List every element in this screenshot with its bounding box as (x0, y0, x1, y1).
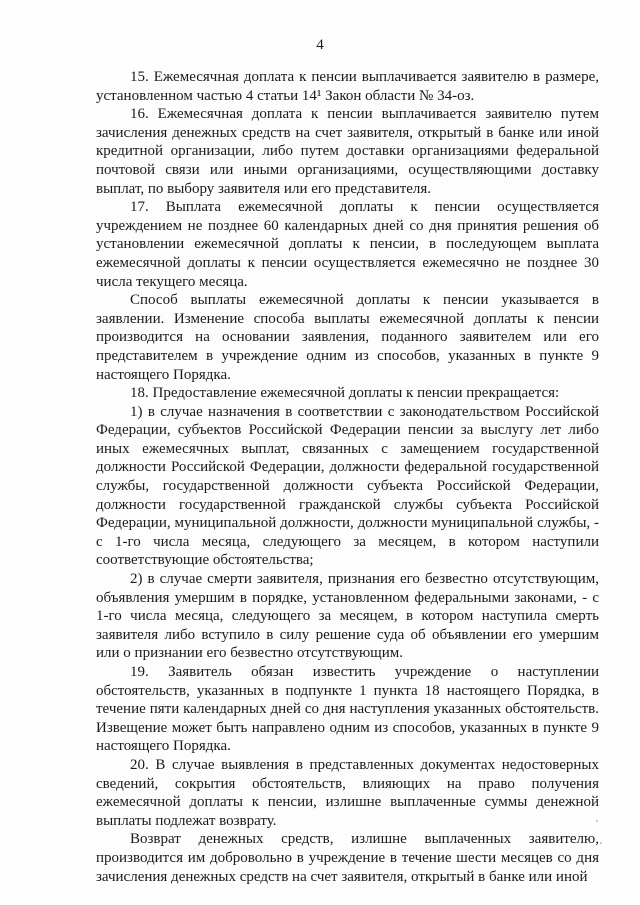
paragraph-18-item-2: 2) в случае смерти заявителя, признания его безвестно отсутствующим, объявления умершим в порядке, установленном федеральными законами, - с 1-го числа месяца, следующего за месяцем, в котором наступила смерть заявителя либо вступило в силу решение суда об объявлении его умершим или о признании его безвестно отсутствующим. (96, 571, 599, 662)
document-body (96, 68, 599, 886)
paragraph-16: 16. Ежемесячная доплата к пенсии выплачивается заявителю путем зачисления денежных средств на счет заявителя, открытый в банке или иной кредитной организации, либо путем доставки организациями федеральной почтовой связи или иными организациями, осуществляющими доставку выплат, по выбору заявителя или его представителя. (96, 106, 599, 197)
paragraph-18-item-1: 1) в случае назначения в соответствии с законодательством Российской Федерации, субъектов Российской Федерации пенсии за выслугу лет либо иных ежемесячных выплат, связанных с замещением государственной должности Российской Федерации, должности федеральной государственной службы, государственной должности субъекта Российской Федерации, должности государственной гражданской службы субъекта Российской Федерации, муниципальной должности, должности муниципальной службы, - с 1-го числа месяца, следующего за месяцем, в котором наступили соответствующие обстоятельства; (96, 403, 599, 569)
paragraph-15: 15. Ежемесячная доплата к пенсии выплачивается заявителю в размере, установленном частью 4 статьи 14¹ Закон области № 34-оз. (96, 69, 599, 104)
paragraph-19: 19. Заявитель обязан известить учреждение о наступлении обстоятельств, указанных в подпункте 1 пункта 18 настоящего Порядка, в течение пяти календарных дней со дня наступления указанных обстоятельств. Извещение может быть направлено одним из способов, указанных в пункте 9 настоящего Порядка. (96, 664, 599, 755)
paragraph-17: 17. Выплата ежемесячной доплаты к пенсии осуществляется учреждением не позднее 60 календарных дней со дня принятия решения об установлении ежемесячной доплаты к пенсии, в последующем выплата ежемесячной доплаты к пенсии осуществляется ежемесячно не позднее 30 числа текущего месяца. (96, 199, 599, 290)
scan-speck (600, 842, 602, 844)
paragraph-20: 20. В случае выявления в представленных документах недостоверных сведений, сокрытия обстоятельств, влияющих на право получения ежемесячной доплаты к пенсии, излишне выплаченные суммы денежной выплаты подлежат возврату. (96, 756, 599, 829)
paragraph-18: 18. Предоставление ежемесячной доплаты к пенсии прекращается: (130, 385, 560, 402)
scan-speck (596, 820, 598, 822)
paragraph-refund: Возврат денежных средств, излишне выплаченных заявителю, производится им добровольно в учреждение в течение шести месяцев со дня зачисления денежных средств на счет заявителя, открытый в банке или иной (96, 831, 599, 885)
paragraph-payment-method: Способ выплаты ежемесячной доплаты к пенсии указывается в заявлении. Изменение способа выплаты ежемесячной доплаты к пенсии производится на основании заявления, поданного заявителем или его представителем в учреждение одним из способов, указанных в пункте 9 настоящего Порядка. (96, 292, 599, 383)
page-number: 4 (316, 37, 324, 53)
